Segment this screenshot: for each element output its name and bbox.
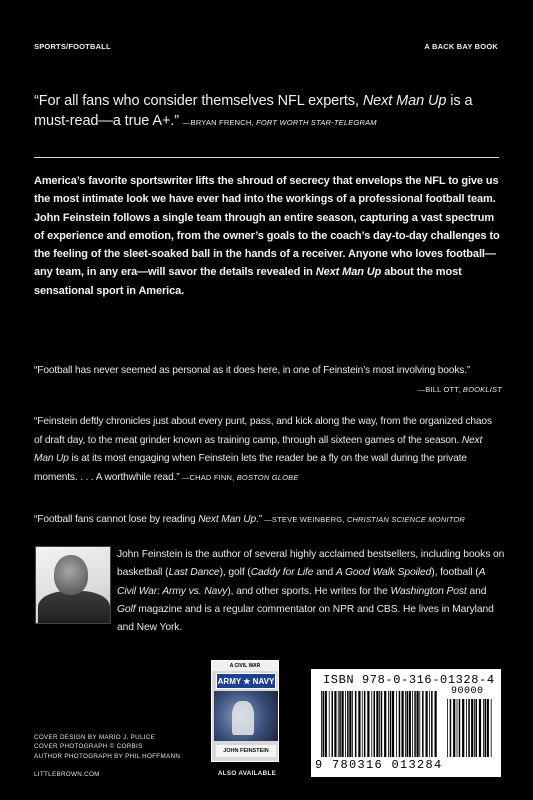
barcode-bar: [352, 691, 353, 757]
review-quote-title: Next Man Up: [198, 514, 257, 525]
also-available-label: ALSO AVAILABLE: [217, 770, 277, 777]
barcode-bar: [339, 691, 341, 757]
barcode-bar: [466, 699, 467, 757]
publisher-label: A BACK BAY BOOK: [424, 42, 498, 51]
ean-digits: 9 780316 013284: [315, 758, 443, 772]
barcode-bar: [392, 691, 394, 757]
barcode-bar: [390, 691, 392, 757]
barcode-bar: [450, 699, 452, 757]
cover-credits: [34, 733, 180, 761]
review-quote-text: “Feinstein deftly chronicles just about every punt, pass, and kick along the way, from the organized chaos of draft day, to the meat grinder known as training camp, through all sixteen games of the season.: [34, 416, 492, 446]
barcode-bar: [419, 691, 420, 757]
barcode-bar: [483, 699, 484, 757]
barcode-bar: [417, 691, 419, 757]
barcode-bar: [479, 699, 481, 757]
book-cover-title: ARMY ★ NAVY: [216, 673, 276, 689]
review-quote-text: “Football fans cannot lose by reading: [34, 514, 199, 525]
barcode-bar: [453, 699, 455, 757]
barcode-bar: [474, 699, 475, 757]
author-photo-credit: AUTHOR PHOTOGRAPH BY PHIL HOFFMANN: [34, 752, 181, 760]
barcode-bar: [381, 691, 383, 757]
lead-quote-title: Next Man Up: [362, 93, 447, 109]
author-photo-face: [54, 555, 88, 595]
barcode-bar: [329, 691, 330, 757]
isbn-barcode: [311, 669, 501, 777]
barcode-bar: [407, 691, 409, 757]
review-quote-boston-globe: [34, 413, 502, 487]
blurb-text-end: about the most sensational sport in America.: [34, 266, 462, 297]
barcode-bar: [405, 691, 406, 757]
barcode-bar: [323, 691, 325, 757]
lead-quote-text-end: is a must-read—a true A+.”: [34, 93, 473, 129]
barcode-bar: [364, 691, 366, 757]
bio-text: John Feinstein is the author of several highly acclaimed bestsellers, including books on basketball (: [117, 549, 505, 579]
author-bio: [117, 546, 505, 637]
review-quote-csm: [34, 511, 502, 530]
barcode-bar: [334, 691, 336, 757]
bio-publication-title: Washington Post: [390, 585, 467, 597]
barcode-bar: [379, 691, 380, 757]
blurb-text: America’s favorite sportswriter lifts the shroud of secrecy that envelops the NFL to give us the most intimate look we have ever had into the workings of a professional football team. John Feinstein follows a single team through an entire season, capturing a vast spectrum of experience and emotion, from the owner’s goals to the coach’s day-to-day challenges to the feeling of the sleet-soaked ball in the hands of a receiver. Anyone who loves football—any team, in any era—will savor the details revealed in: [34, 175, 500, 279]
review-quote-text-end: .”: [256, 514, 262, 525]
barcode-bar: [485, 699, 487, 757]
bio-book-title: Caddy for Life: [250, 567, 314, 579]
barcode-bar: [371, 691, 372, 757]
book-cover-photo: [214, 691, 278, 741]
author-photo: [35, 546, 111, 624]
barcode-bar: [388, 691, 389, 757]
bio-text: magazine and is a regular commentator on NPR and CBS. He lives in Maryland and New York.: [117, 603, 494, 634]
barcode-bar: [358, 691, 360, 757]
review-source: CHRISTIAN SCIENCE MONITOR: [346, 515, 466, 524]
barcode-bar: [409, 691, 411, 757]
barcode-bar: [347, 691, 349, 757]
category-label: SPORTS/FOOTBALL: [34, 42, 111, 51]
barcode-bar: [412, 691, 413, 757]
review-quote-text-end: is at its most engaging when Feinstein lets the reader be a fly on the wall during the private moments. . . . A worthwhile read.”: [34, 453, 467, 483]
review-quote-attribution: [34, 381, 502, 400]
barcode-addon-bars: [447, 699, 495, 757]
description-blurb: [34, 172, 502, 300]
divider-rule: [34, 157, 499, 158]
barcode-bar: [396, 691, 397, 757]
barcode-bar: [459, 699, 461, 757]
bio-text: ), football (: [431, 567, 479, 579]
barcode-bar: [447, 699, 448, 757]
barcode-bar: [321, 691, 322, 757]
barcode-main-bars: [321, 691, 439, 757]
review-quote-attribution: [180, 473, 299, 482]
lead-quote-author: —BRYAN FRENCH,: [182, 118, 257, 127]
review-source: BOSTON GLOBE: [236, 472, 299, 482]
bio-text: ), golf (: [219, 567, 251, 579]
barcode-bar: [376, 691, 378, 757]
blurb-title: Next Man Up: [315, 266, 382, 279]
barcode-bar: [332, 691, 334, 757]
isbn-number: ISBN 978-0-316-01328-4: [323, 673, 495, 687]
barcode-addon-digits: 90000: [451, 686, 484, 697]
barcode-bar: [491, 699, 492, 757]
barcode-bar: [374, 691, 376, 757]
barcode-bar: [414, 691, 416, 757]
review-source: BOOKLIST: [462, 384, 502, 394]
barcode-bar: [355, 691, 357, 757]
bio-book-title: A Good Walk Spoiled: [335, 567, 432, 579]
barcode-bar: [471, 699, 473, 757]
barcode-bar: [362, 691, 363, 757]
barcode-bar: [367, 691, 369, 757]
review-author: —BILL OTT,: [417, 384, 463, 394]
book-cover-author: JOHN FEINSTEIN: [216, 745, 276, 757]
barcode-bar: [422, 691, 424, 757]
barcode-bar: [457, 699, 458, 757]
bio-text: and: [466, 585, 487, 597]
barcode-bar: [426, 691, 428, 757]
also-available-book-cover: [211, 660, 279, 762]
barcode-bar: [349, 691, 351, 757]
bio-text: ), and other sports. He writes for the: [227, 585, 391, 597]
barcode-bar: [342, 691, 344, 757]
bio-book-title: Last Dance: [168, 567, 220, 579]
barcode-bar: [338, 691, 339, 757]
lead-quote-source: FORT WORTH STAR-TELEGRAM: [256, 118, 377, 127]
barcode-bar: [402, 691, 404, 757]
barcode-bar: [487, 699, 489, 757]
review-quote-title: Next Man Up: [34, 434, 483, 464]
barcode-bar: [429, 691, 430, 757]
bio-book-title: A Civil War: Army vs. Navy: [117, 567, 485, 597]
lead-quote-attribution: [183, 118, 377, 127]
cover-photo-credit: COVER PHOTOGRAPH © CORBIS: [34, 743, 143, 751]
review-author: —CHAD FINN,: [179, 472, 237, 482]
publisher-website: LITTLEBROWN.COM: [34, 771, 100, 778]
lead-quote-text: “For all fans who consider themselves NFL experts,: [34, 93, 363, 109]
author-photo-shirt: [38, 591, 110, 624]
review-quote-booklist: [34, 362, 502, 399]
barcode-bar: [384, 691, 386, 757]
barcode-bar: [325, 691, 327, 757]
bio-text: and: [313, 567, 336, 579]
barcode-bar: [468, 699, 470, 757]
review-quote-text: “Football has never seemed as personal as it does here, in one of Feinstein’s most involving books.”: [34, 365, 471, 376]
bio-publication-title: Golf: [117, 603, 136, 615]
cover-design-credit: COVER DESIGN BY MARIO J. PULICE: [34, 734, 156, 741]
book-cover-subtitle: A CIVIL WAR: [212, 661, 278, 671]
review-quote-attribution: [262, 515, 465, 524]
barcode-bar: [462, 699, 464, 757]
barcode-bar: [345, 691, 346, 757]
barcode-bar: [399, 691, 401, 757]
barcode-bar: [431, 691, 433, 757]
review-author: —STEVE WEINBERG,: [261, 515, 347, 524]
barcode-bar: [476, 699, 478, 757]
lead-quote: [34, 91, 502, 133]
barcode-bar: [435, 691, 437, 757]
